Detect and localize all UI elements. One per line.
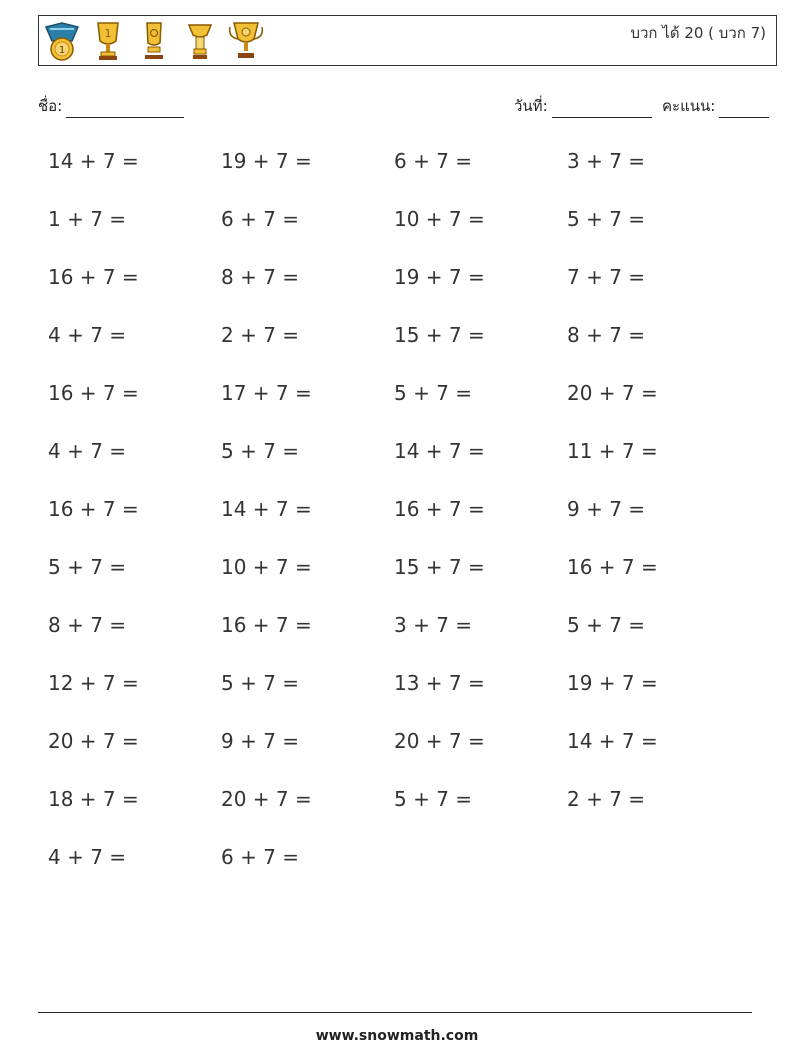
problem: 6 + 7 = xyxy=(221,207,300,231)
problem: 7 + 7 = xyxy=(567,265,646,289)
problem: 5 + 7 = xyxy=(221,671,300,695)
problem: 13 + 7 = xyxy=(394,671,485,695)
problem: 16 + 7 = xyxy=(221,613,312,637)
problem: 10 + 7 = xyxy=(394,207,485,231)
problem: 3 + 7 = xyxy=(394,613,473,637)
worksheet-header xyxy=(38,15,777,66)
problem: 5 + 7 = xyxy=(394,787,473,811)
worksheet-title: บวก ได้ 20 ( บวก 7) xyxy=(630,24,766,42)
trophy-award-icon xyxy=(134,19,174,63)
problem-row xyxy=(48,725,768,783)
problem: 16 + 7 = xyxy=(48,381,139,405)
problem: 15 + 7 = xyxy=(394,555,485,579)
problem: 3 + 7 = xyxy=(567,149,646,173)
problem: 9 + 7 = xyxy=(221,729,300,753)
problem: 16 + 7 = xyxy=(48,497,139,521)
date-field xyxy=(514,94,652,118)
problem: 4 + 7 = xyxy=(48,845,127,869)
name-field xyxy=(38,94,184,118)
score-field xyxy=(662,94,769,118)
problem: 5 + 7 = xyxy=(394,381,473,405)
trophy-small-icon xyxy=(180,19,220,63)
medal-icon xyxy=(42,19,82,63)
name-label: ชื่อ: xyxy=(38,97,63,115)
problem: 8 + 7 = xyxy=(567,323,646,347)
problem: 8 + 7 = xyxy=(221,265,300,289)
problem: 19 + 7 = xyxy=(567,671,658,695)
problem: 16 + 7 = xyxy=(48,265,139,289)
problem-row xyxy=(48,551,768,609)
problem-row xyxy=(48,493,768,551)
problem-row xyxy=(48,203,768,261)
problem: 14 + 7 = xyxy=(567,729,658,753)
date-label: วันที่: xyxy=(514,97,548,115)
problem: 20 + 7 = xyxy=(567,381,658,405)
problem: 14 + 7 = xyxy=(394,439,485,463)
trophy-large-icon xyxy=(226,19,266,63)
problem: 4 + 7 = xyxy=(48,439,127,463)
score-blank[interactable] xyxy=(719,101,769,118)
name-blank[interactable] xyxy=(66,101,184,118)
problem: 9 + 7 = xyxy=(567,497,646,521)
problem: 20 + 7 = xyxy=(48,729,139,753)
problem-row xyxy=(48,319,768,377)
problem: 15 + 7 = xyxy=(394,323,485,347)
problem: 18 + 7 = xyxy=(48,787,139,811)
problem: 19 + 7 = xyxy=(394,265,485,289)
date-blank[interactable] xyxy=(552,101,652,118)
problem: 20 + 7 = xyxy=(394,729,485,753)
problem-grid xyxy=(48,145,768,899)
problem-row xyxy=(48,783,768,841)
problem: 5 + 7 = xyxy=(48,555,127,579)
problem: 14 + 7 = xyxy=(48,149,139,173)
problem-row xyxy=(48,841,768,899)
problem: 20 + 7 = xyxy=(221,787,312,811)
problem-row xyxy=(48,667,768,725)
trophy-cup-icon xyxy=(88,19,128,63)
problem: 6 + 7 = xyxy=(394,149,473,173)
footer-divider xyxy=(38,1012,752,1013)
svg-text:1: 1 xyxy=(104,27,112,40)
svg-text:1: 1 xyxy=(58,45,66,56)
problem: 6 + 7 = xyxy=(221,845,300,869)
problem: 5 + 7 = xyxy=(221,439,300,463)
problem-row xyxy=(48,609,768,667)
problem: 4 + 7 = xyxy=(48,323,127,347)
problem: 10 + 7 = xyxy=(221,555,312,579)
problem: 14 + 7 = xyxy=(221,497,312,521)
footer-website: www.snowmath.com xyxy=(315,1028,479,1044)
problem: 1 + 7 = xyxy=(48,207,127,231)
problem: 2 + 7 = xyxy=(567,787,646,811)
score-label: คะแนน: xyxy=(662,97,716,115)
problem: 16 + 7 = xyxy=(567,555,658,579)
problem-row xyxy=(48,377,768,435)
problem: 17 + 7 = xyxy=(221,381,312,405)
problem: 19 + 7 = xyxy=(221,149,312,173)
problem: 5 + 7 = xyxy=(567,207,646,231)
problem: 12 + 7 = xyxy=(48,671,139,695)
problem-row xyxy=(48,145,768,203)
problem: 16 + 7 = xyxy=(394,497,485,521)
problem: 2 + 7 = xyxy=(221,323,300,347)
problem: 8 + 7 = xyxy=(48,613,127,637)
problem-row xyxy=(48,435,768,493)
problem: 5 + 7 = xyxy=(567,613,646,637)
problem-row xyxy=(48,261,768,319)
problem: 11 + 7 = xyxy=(567,439,658,463)
award-icons xyxy=(42,19,266,63)
